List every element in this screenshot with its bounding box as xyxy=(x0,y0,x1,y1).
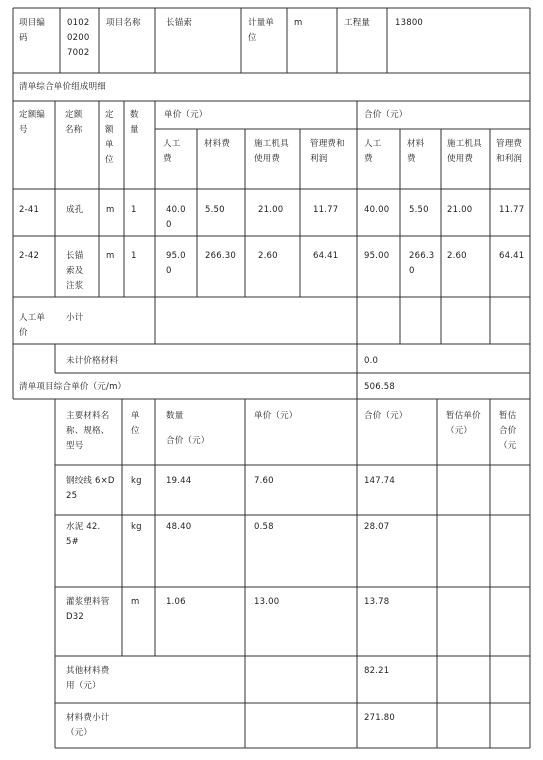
table-cell: 64.41 xyxy=(499,251,525,261)
mat-hdr-unit: 单位 xyxy=(131,411,140,436)
material-qty: 48.40 xyxy=(166,522,192,532)
unit-label: 计量单位 xyxy=(248,18,275,43)
material-name: 水泥 42.5# xyxy=(66,522,101,547)
hdr-quota-name: 定额名称 xyxy=(65,110,83,135)
table-cell: 11.77 xyxy=(313,205,339,215)
material-total: 13.78 xyxy=(364,597,390,607)
code-value: 010202007002 xyxy=(67,18,90,58)
composite-label: 清单项目综合单价（元/m） xyxy=(19,382,127,392)
hdr-u-material: 材料费 xyxy=(204,139,231,149)
table-cell: 11.77 xyxy=(499,205,525,215)
material-subtotal-label: 材料费小计（元） xyxy=(66,713,110,738)
table-cell: 266.30 xyxy=(205,251,236,261)
code-label: 项目编码 xyxy=(19,18,46,43)
table-cell: 2-42 xyxy=(19,251,40,261)
table-cell: 1 xyxy=(131,251,137,261)
table-cell: 5.50 xyxy=(205,205,225,215)
table-cell: 21.00 xyxy=(447,205,473,215)
section-title: 清单综合单价组成明细 xyxy=(19,82,107,92)
labor-unit-label: 人工单价 xyxy=(19,313,46,338)
hdr-unit-price: 单价（元） xyxy=(164,110,208,120)
table-cell: 长锚索及注浆 xyxy=(66,251,84,291)
hdr-u-mgmt: 管理费和利润 xyxy=(310,139,345,164)
mat-hdr-total: 合价（元） xyxy=(364,411,408,421)
material-name: 钢绞线 6×D25 xyxy=(66,476,115,501)
table-cell: 64.41 xyxy=(313,251,339,261)
material-total: 28.07 xyxy=(364,522,390,532)
table-cell: 266.30 xyxy=(409,251,435,276)
material-subtotal-value: 271.80 xyxy=(364,713,395,723)
material-unit: kg xyxy=(131,476,142,486)
composite-value: 506.58 xyxy=(364,382,395,392)
name-value: 长锚索 xyxy=(166,18,193,28)
table-cell: 40.00 xyxy=(166,205,186,230)
hdr-t-machine: 施工机具使用费 xyxy=(447,139,482,164)
table-cell: m xyxy=(106,251,115,261)
hdr-quota-code: 定额编号 xyxy=(19,110,46,135)
other-material-value: 82.21 xyxy=(364,666,390,676)
material-price: 7.60 xyxy=(254,476,274,486)
unpriced-label: 未计价格材料 xyxy=(66,356,119,366)
table-cell: 成孔 xyxy=(66,205,84,215)
material-qty: 1.06 xyxy=(166,597,186,607)
subtotal-label: 小计 xyxy=(66,313,84,323)
table-cell: 95.00 xyxy=(364,251,390,261)
hdr-quantity: 数量 xyxy=(130,110,139,135)
table-cell: 2.60 xyxy=(447,251,467,261)
hdr-t-mgmt: 管理费和利润 xyxy=(496,139,523,164)
other-material-label: 其他材料费用（元） xyxy=(66,666,110,691)
mat-hdr-qty-sub: 合价（元） xyxy=(166,436,210,446)
hdr-u-labor: 人工费 xyxy=(163,139,181,164)
unit-value: m xyxy=(294,18,303,28)
table-cell: 2.60 xyxy=(258,251,278,261)
material-total: 147.74 xyxy=(364,476,395,486)
table-cell: 5.50 xyxy=(409,205,429,215)
material-name: 灌浆塑料管 D32 xyxy=(66,597,110,622)
material-qty: 19.44 xyxy=(166,476,192,486)
table-cell: 2-41 xyxy=(19,205,40,215)
material-price: 13.00 xyxy=(254,597,280,607)
hdr-t-material: 材料费 xyxy=(407,139,425,164)
name-label: 项目名称 xyxy=(106,18,141,28)
mat-hdr-est-total: 暂估合价（元 xyxy=(499,411,517,451)
material-unit: kg xyxy=(131,522,142,532)
mat-hdr-est-price: 暂估单价（元） xyxy=(446,411,481,436)
qty-label: 工程量 xyxy=(344,18,371,28)
hdr-quota-unit: 定额单位 xyxy=(105,110,114,165)
hdr-total-price: 合价（元） xyxy=(364,110,408,120)
material-price: 0.58 xyxy=(254,522,274,532)
hdr-t-labor: 人工费 xyxy=(364,139,382,164)
mat-hdr-price: 单价（元） xyxy=(254,411,298,421)
unpriced-value: 0.0 xyxy=(364,356,379,366)
table-cell: 21.00 xyxy=(258,205,284,215)
table-cell: 1 xyxy=(131,205,137,215)
qty-value: 13800 xyxy=(395,18,424,28)
table-cell: 95.00 xyxy=(166,251,186,276)
mat-hdr-qty: 数量 xyxy=(166,411,184,421)
table-cell: 40.00 xyxy=(364,205,390,215)
material-unit: m xyxy=(131,597,140,607)
hdr-u-machine: 施工机具使用费 xyxy=(254,139,289,164)
table-cell: m xyxy=(106,205,115,215)
mat-hdr-name: 主要材料名称、规格、型号 xyxy=(66,411,110,451)
